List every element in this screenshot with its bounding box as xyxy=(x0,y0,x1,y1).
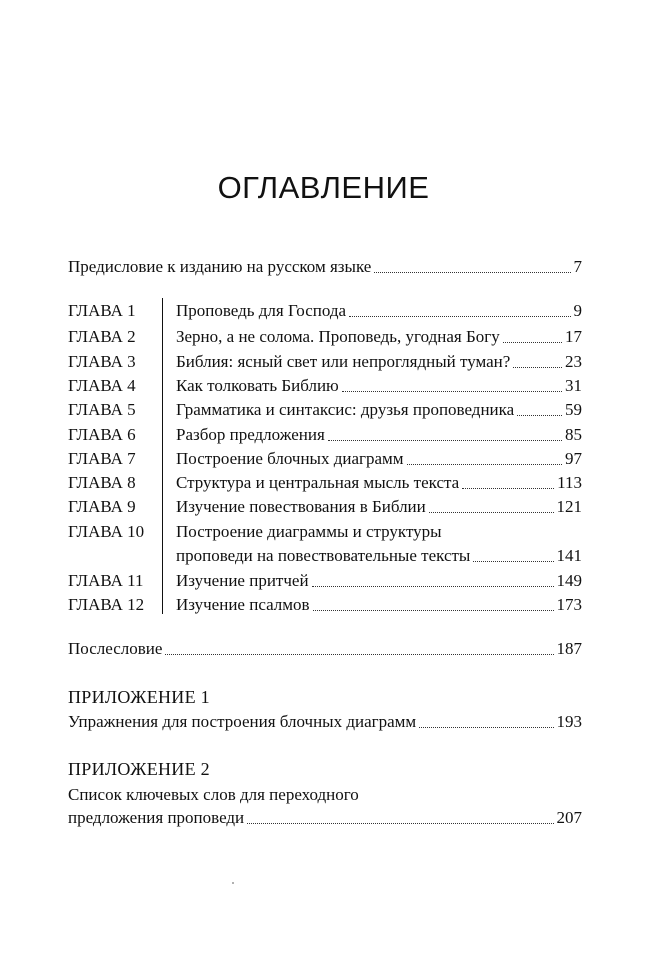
dot-leader xyxy=(513,367,562,368)
toc-entry-title: Изучение притчей xyxy=(176,571,309,590)
dot-leader xyxy=(342,391,562,392)
dot-leader xyxy=(429,512,554,513)
chapter-label: ГЛАВА 8 xyxy=(68,473,136,492)
toc-entry-chapter-9[interactable] xyxy=(176,496,582,518)
toc-entry-appendix-1[interactable] xyxy=(68,711,582,733)
toc-entry-chapter-11[interactable] xyxy=(176,570,582,592)
toc-entry-chapter-4[interactable] xyxy=(176,375,582,397)
dot-leader xyxy=(247,823,553,824)
toc-entry-title: Изучение повествования в Библии xyxy=(176,497,426,516)
toc-entry-page: 141 xyxy=(556,546,582,565)
toc-entry-chapter-10[interactable] xyxy=(176,545,582,567)
dot-leader xyxy=(374,272,570,273)
chapter-divider-rule xyxy=(162,298,163,614)
toc-entry-title: Упражнения для построения блочных диаграмм xyxy=(68,712,417,731)
chapter-label: ГЛАВА 9 xyxy=(68,497,136,516)
toc-entry-page: 59 xyxy=(565,400,582,419)
page-title: ОГЛАВЛЕНИЕ xyxy=(217,170,430,205)
toc-entry-chapter-12[interactable] xyxy=(176,594,582,616)
toc-entry-chapter-6[interactable] xyxy=(176,424,582,446)
toc-entry-title: Библия: ясный свет или непроглядный туман? xyxy=(176,352,511,371)
toc-entry-page: 85 xyxy=(565,425,582,444)
appendix-1-heading: ПРИЛОЖЕНИЕ 1 xyxy=(68,687,210,707)
dot-leader xyxy=(517,415,562,416)
toc-entry-appendix-2[interactable] xyxy=(68,807,582,829)
chapter-label: ГЛАВА 1 xyxy=(68,301,136,320)
toc-entry-title: Проповедь для Господа xyxy=(176,301,347,320)
dot-leader xyxy=(419,727,553,728)
chapter-label: ГЛАВА 6 xyxy=(68,425,136,444)
toc-entry-title: Послесловие xyxy=(68,639,163,658)
dot-leader xyxy=(407,464,562,465)
toc-entry-preface[interactable] xyxy=(68,256,582,278)
page-speck xyxy=(232,882,234,884)
toc-entry-page: 173 xyxy=(556,595,582,614)
dot-leader xyxy=(503,342,562,343)
dot-leader xyxy=(473,561,553,562)
toc-entry-title: Построение блочных диаграмм xyxy=(176,449,404,468)
chapter-label: ГЛАВА 3 xyxy=(68,352,136,371)
toc-entry-title: Предисловие к изданию на русском языке xyxy=(68,257,372,276)
dot-leader xyxy=(328,440,562,441)
toc-entry-page: 193 xyxy=(556,712,582,731)
toc-entry-title-line-2: предложения проповеди xyxy=(68,808,245,827)
toc-entry-title: Грамматика и синтаксис: друзья проповедника xyxy=(176,400,515,419)
toc-entry-chapter-7[interactable] xyxy=(176,448,582,470)
toc-entry-page: 31 xyxy=(565,376,582,395)
toc-entry-title-line-1[interactable]: Построение диаграммы и структуры xyxy=(176,522,442,541)
dot-leader xyxy=(165,654,553,655)
toc-entry-page: 207 xyxy=(556,808,582,827)
chapter-label: ГЛАВА 10 xyxy=(68,522,145,541)
dot-leader xyxy=(349,316,570,317)
dot-leader xyxy=(313,610,554,611)
chapter-label: ГЛАВА 12 xyxy=(68,595,145,614)
toc-entry-page: 121 xyxy=(556,497,582,516)
toc-entry-title: Как толковать Библию xyxy=(176,376,339,395)
toc-entry-title: Разбор предложения xyxy=(176,425,325,444)
chapter-label: ГЛАВА 2 xyxy=(68,327,136,346)
toc-entry-chapter-2[interactable] xyxy=(176,326,582,348)
toc-entry-page: 97 xyxy=(565,449,582,468)
toc-entry-page: 17 xyxy=(565,327,582,346)
toc-entry-chapter-3[interactable] xyxy=(176,351,582,373)
toc-entry-title-line-1[interactable]: Список ключевых слов для переходного xyxy=(68,785,359,804)
toc-entry-page: 7 xyxy=(573,257,582,276)
toc-entry-chapter-1[interactable] xyxy=(176,300,582,322)
chapter-label: ГЛАВА 11 xyxy=(68,571,144,590)
chapter-label: ГЛАВА 7 xyxy=(68,449,136,468)
toc-entry-page: 113 xyxy=(557,473,582,492)
toc-entry-page: 187 xyxy=(556,639,582,658)
appendix-2-heading: ПРИЛОЖЕНИЕ 2 xyxy=(68,759,210,779)
toc-entry-page: 149 xyxy=(556,571,582,590)
toc-entry-page: 23 xyxy=(565,352,582,371)
chapter-label: ГЛАВА 4 xyxy=(68,376,136,395)
chapter-label: ГЛАВА 5 xyxy=(68,400,136,419)
dot-leader xyxy=(462,488,554,489)
toc-entry-title-line-2: проповеди на повествовательные тексты xyxy=(176,546,471,565)
toc-entry-chapter-8[interactable] xyxy=(176,472,582,494)
toc-entry-chapter-5[interactable] xyxy=(176,399,582,421)
toc-entry-afterword[interactable] xyxy=(68,638,582,660)
dot-leader xyxy=(312,586,554,587)
toc-entry-title: Структура и центральная мысль текста xyxy=(176,473,460,492)
toc-entry-title: Изучение псалмов xyxy=(176,595,310,614)
toc-entry-page: 9 xyxy=(573,301,582,320)
toc-entry-title: Зерно, а не солома. Проповедь, угодная Богу xyxy=(176,327,500,346)
